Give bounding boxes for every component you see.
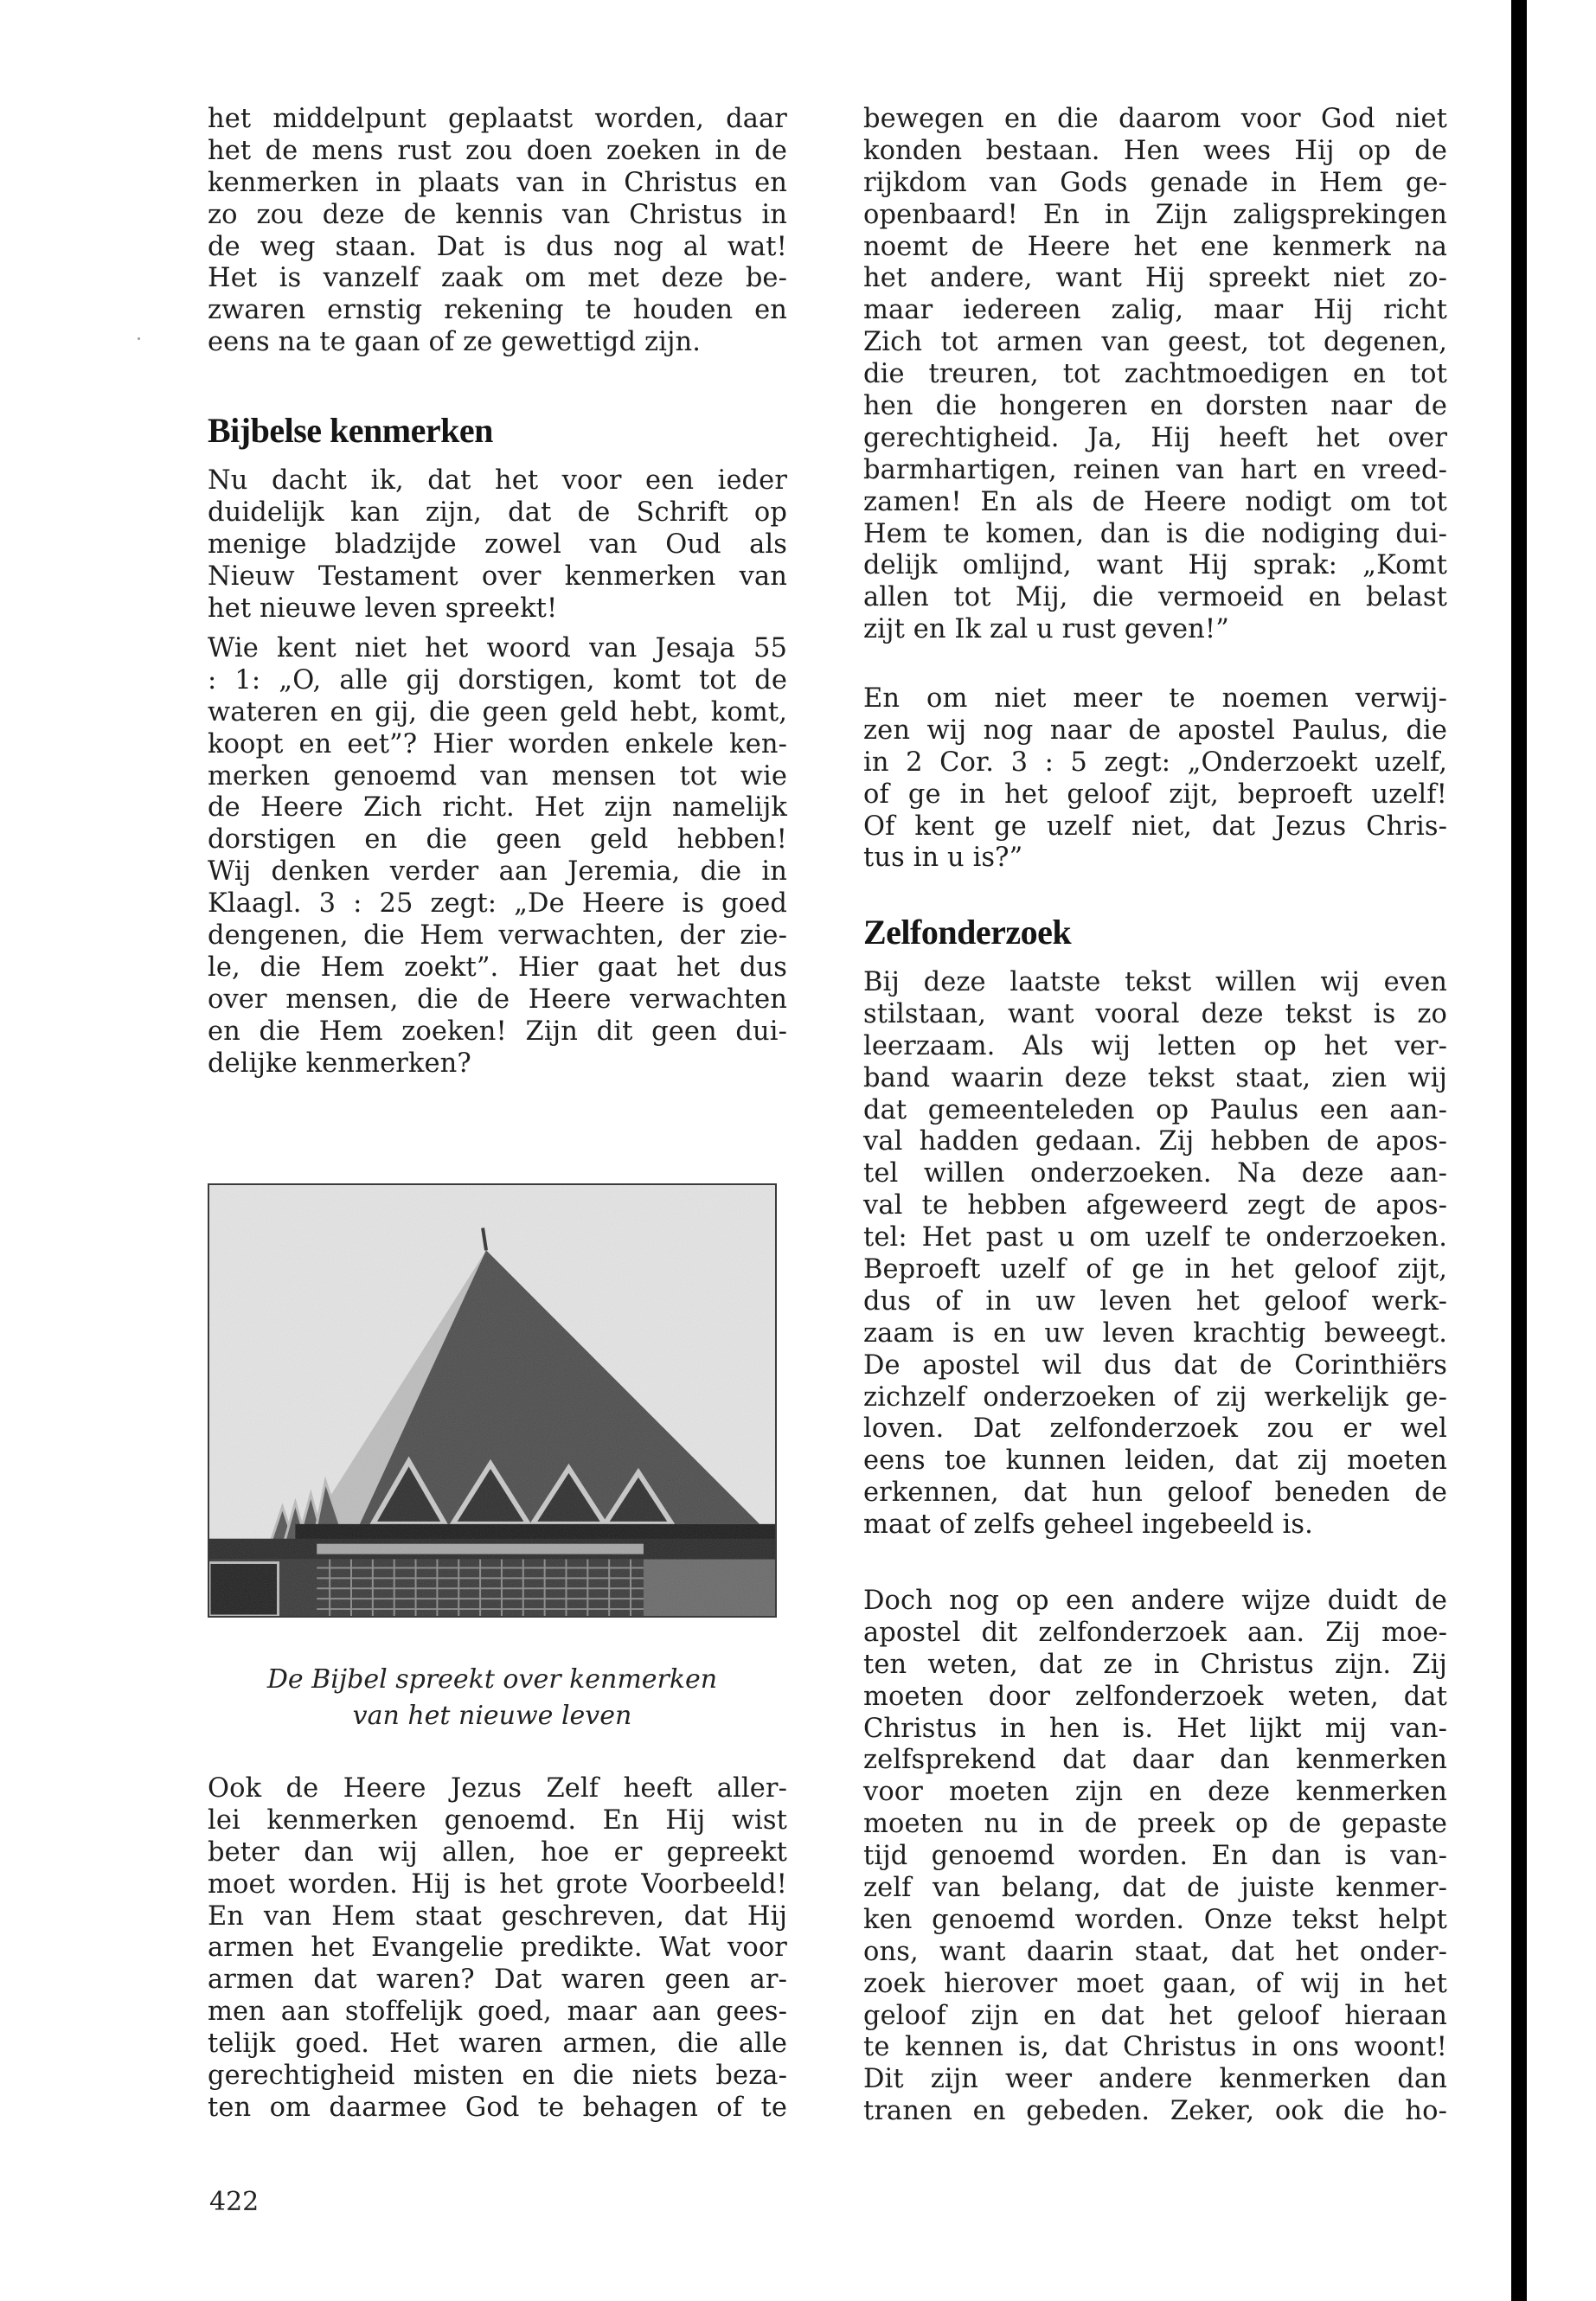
text-line: het middelpunt geplaatst worden, daar <box>208 104 787 134</box>
text-line: voor moeten zijn en deze kenmerken <box>863 1777 1447 1808</box>
text-line: zen wij nog naar de apostel Paulus, die <box>863 715 1447 746</box>
caption-line-2: van het nieuwe leven <box>352 1701 632 1731</box>
text-line: gerechtigheid. Ja, Hij heeft het over <box>863 422 1447 453</box>
text-line: tijd genoemd worden. En dan is van- <box>863 1841 1447 1872</box>
caption-line-1: De Bijbel spreekt over kenmerken <box>266 1664 718 1695</box>
text-line: tel: Het past u om uzelf te onderzoeken. <box>863 1222 1447 1253</box>
text-line: ons, want daarin staat, dat het onder- <box>863 1936 1447 1967</box>
text-line: telijk goed. Het waren armen, die alle <box>208 2029 787 2060</box>
text-line: zwaren ernstig rekening te houden en <box>208 295 787 326</box>
section-heading-zelfonderzoek: Zelfonderzoek <box>863 913 1072 952</box>
church-photo <box>208 1183 777 1618</box>
text-line: over mensen, die de Heere verwachten <box>208 984 787 1015</box>
text-line: Klaagl. 3 : 25 zegt: „De Heere is goed <box>208 888 787 920</box>
text-line: zaam is en uw leven krachtig beweegt. <box>863 1317 1447 1349</box>
text-line: geloof zijn en dat het geloof hieraan <box>863 2000 1447 2031</box>
text-line: delijk omlijnd, want Hij sprak: „Komt <box>863 550 1447 581</box>
text-line: men aan stoffelijk goed, maar aan gees- <box>208 1997 787 2028</box>
text-line: zijt en Ik zal u rust geven!” <box>863 614 1229 645</box>
left-paragraph-2 <box>208 633 787 1080</box>
text-line: het andere, want Hij spreekt niet zo- <box>863 263 1447 294</box>
text-line: moeten nu in de preek op de gepaste <box>863 1809 1447 1840</box>
text-line: armen het Evangelie predikte. Wat voor <box>208 1932 787 1964</box>
text-line: merken genoemd van mensen tot wie <box>208 760 787 792</box>
text-line: maar iedereen zalig, maar Hij richt <box>863 295 1447 326</box>
text-line: loven. Dat zelfonderzoek zou er wel <box>863 1413 1447 1445</box>
text-line: De apostel wil dus dat de Corinthiërs <box>863 1349 1447 1381</box>
text-line: menige bladzijde zowel van Oud als <box>208 529 787 560</box>
text-line: kenmerken in plaats van in Christus en <box>208 167 787 198</box>
text-line: maat of zelfs geheel ingebeeld is. <box>863 1509 1313 1541</box>
left-intro-paragraph <box>208 104 787 359</box>
print-grain <box>209 1185 775 1616</box>
text-line: eens toe kunnen leiden, dat zij moeten <box>863 1445 1447 1477</box>
right-paragraph-1 <box>863 104 1447 646</box>
text-line: stilstaan, want vooral deze tekst is zo <box>863 998 1447 1029</box>
text-line: band waarin deze tekst staat, zien wij <box>863 1062 1447 1093</box>
text-line: Bij deze laatste tekst willen wij even <box>863 967 1447 997</box>
left-paragraph-1 <box>208 465 787 625</box>
text-line: lei kenmerken genoemd. En Hij wist <box>208 1804 787 1836</box>
text-line: Het is vanzelf zaak om met deze be- <box>208 263 787 294</box>
text-line: eens na te gaan of ze gewettigd zijn. <box>208 327 702 358</box>
text-line: tranen en gebeden. Zeker, ook die ho- <box>863 2096 1447 2127</box>
text-line: Nu dacht ik, dat het voor een ieder <box>208 465 787 496</box>
text-line: die treuren, tot zachtmoedigen en tot <box>863 359 1447 390</box>
text-line: Zich tot armen van geest, tot degenen, <box>863 327 1447 358</box>
text-line: Christus in hen is. Het lijkt mij van- <box>863 1713 1447 1744</box>
text-line: zamen! En als de Heere nodigt om tot <box>863 486 1447 517</box>
church-illustration <box>209 1185 775 1616</box>
text-line: allen tot Mij, die vermoeid en belast <box>863 582 1447 613</box>
text-line: armen dat waren? Dat waren geen ar- <box>208 1965 787 1996</box>
text-line: En om niet meer te noemen verwij- <box>863 683 1447 714</box>
text-line: openbaard! En in Zijn zaligsprekingen <box>863 199 1447 230</box>
text-line: val te hebben afgeweerd zegt de apos- <box>863 1190 1447 1221</box>
text-line: de Heere Zich richt. Het zijn namelijk <box>208 792 787 824</box>
text-line: apostel dit zelfonderzoek aan. Zij moe- <box>863 1617 1447 1648</box>
text-line: de weg staan. Dat is dus nog al wat! <box>208 231 787 262</box>
text-line: Wij denken verder aan Jeremia, die in <box>208 856 787 888</box>
text-line: Ook de Heere Jezus Zelf heeft aller- <box>208 1773 787 1804</box>
text-line: zichzelf onderzoeken of zij werkelijk ge- <box>863 1381 1447 1413</box>
right-paragraph-4 <box>863 1586 1447 2128</box>
text-line: duidelijk kan zijn, dat de Schrift op <box>208 497 787 528</box>
text-line: zelf van belang, dat de juiste kenmer- <box>863 1873 1447 1904</box>
text-line: dorstigen en die geen geld hebben! <box>208 824 787 856</box>
text-line: hen die hongeren en dorsten naar de <box>863 391 1447 422</box>
text-line: zo zou deze de kennis van Christus in <box>208 199 787 230</box>
text-line: dat gemeenteleden op Paulus een aan- <box>863 1094 1447 1125</box>
text-line: tel willen onderzoeken. Na deze aan- <box>863 1158 1447 1189</box>
text-line: : 1: „O, alle gij dorstigen, komt tot de <box>208 664 787 695</box>
text-line: konden bestaan. Hen wees Hij op de <box>863 135 1447 166</box>
text-line: le, die Hem zoekt”. Hier gaat het dus <box>208 952 787 983</box>
text-line: bewegen en die daarom voor God niet <box>863 104 1447 134</box>
text-line: beter dan wij allen, hoe er gepreekt <box>208 1836 787 1868</box>
text-line: wateren en gij, die geen geld hebt, komt, <box>208 696 787 727</box>
text-line: in 2 Cor. 3 : 5 zegt: „Onderzoekt uzelf, <box>863 747 1447 778</box>
text-line: ken genoemd worden. Onze tekst helpt <box>863 1904 1447 1935</box>
text-line: ten om daarmee God te behagen of te <box>208 2092 787 2123</box>
text-line: Dit zijn weer andere kenmerken dan <box>863 2064 1447 2095</box>
text-line: Wie kent niet het woord van Jesaja 55 <box>208 633 787 663</box>
text-line: tus in u is?” <box>863 843 1023 874</box>
text-line: Beproeft uzelf of ge in het geloof zijt, <box>863 1254 1447 1285</box>
right-paragraph-2 <box>863 683 1447 875</box>
text-line: te kennen is, dat Christus in ons woont! <box>863 2032 1447 2063</box>
text-line: En van Hem staat geschreven, dat Hij <box>208 1900 787 1932</box>
section-heading-bijbelse-kenmerken: Bijbelse kenmerken <box>208 411 493 450</box>
text-line: ten weten, dat ze in Christus zijn. Zij <box>863 1649 1447 1680</box>
text-line: Of kent ge uzelf niet, dat Jezus Chris- <box>863 811 1447 842</box>
text-line: dengenen, die Hem verwachten, der zie- <box>208 920 787 952</box>
text-line: zelfsprekend dat daar dan kenmerken <box>863 1745 1447 1776</box>
text-line: het nieuwe leven spreekt! <box>208 593 558 624</box>
text-line: rijkdom van Gods genade in Hem ge- <box>863 167 1447 198</box>
text-line: Nieuw Testament over kenmerken van <box>208 561 787 592</box>
text-line: barmhartigen, reinen van hart en vreed- <box>863 454 1447 485</box>
text-line: koopt en eet”? Hier worden enkele ken- <box>208 728 787 760</box>
left-paragraph-3 <box>208 1773 787 2125</box>
text-line: dus of in uw leven het geloof werk- <box>863 1285 1447 1317</box>
text-line: Doch nog op een andere wijze duidt de <box>863 1586 1447 1616</box>
photo-caption <box>208 1662 777 1734</box>
right-paragraph-3 <box>863 967 1447 1541</box>
text-line: moet worden. Hij is het grote Voorbeeld! <box>208 1868 787 1900</box>
text-line: moeten door zelfonderzoek weten, dat <box>863 1681 1447 1712</box>
text-line: noemt de Heere het ene kenmerk na <box>863 231 1447 262</box>
page-number: 422 <box>209 2187 260 2217</box>
text-line: erkennen, dat hun geloof beneden de <box>863 1477 1447 1509</box>
scan-speck <box>138 337 140 340</box>
text-line: en die Hem zoeken! Zijn dit geen dui- <box>208 1016 787 1047</box>
text-line: leerzaam. Als wij letten op het ver- <box>863 1030 1447 1061</box>
text-line: delijke kenmerken? <box>208 1048 471 1079</box>
text-line: zoek hierover moet gaan, of wij in het <box>863 1968 1447 1999</box>
text-line: val hadden gedaan. Zij hebben de apos- <box>863 1126 1447 1157</box>
scan-edge-bar <box>1511 0 1527 2301</box>
text-line: het de mens rust zou doen zoeken in de <box>208 135 787 166</box>
text-line: Hem te komen, dan is die nodiging dui- <box>863 518 1447 549</box>
text-line: of ge in het geloof zijt, beproeft uzelf! <box>863 779 1447 810</box>
text-line: gerechtigheid misten en die niets beza- <box>208 2061 787 2092</box>
